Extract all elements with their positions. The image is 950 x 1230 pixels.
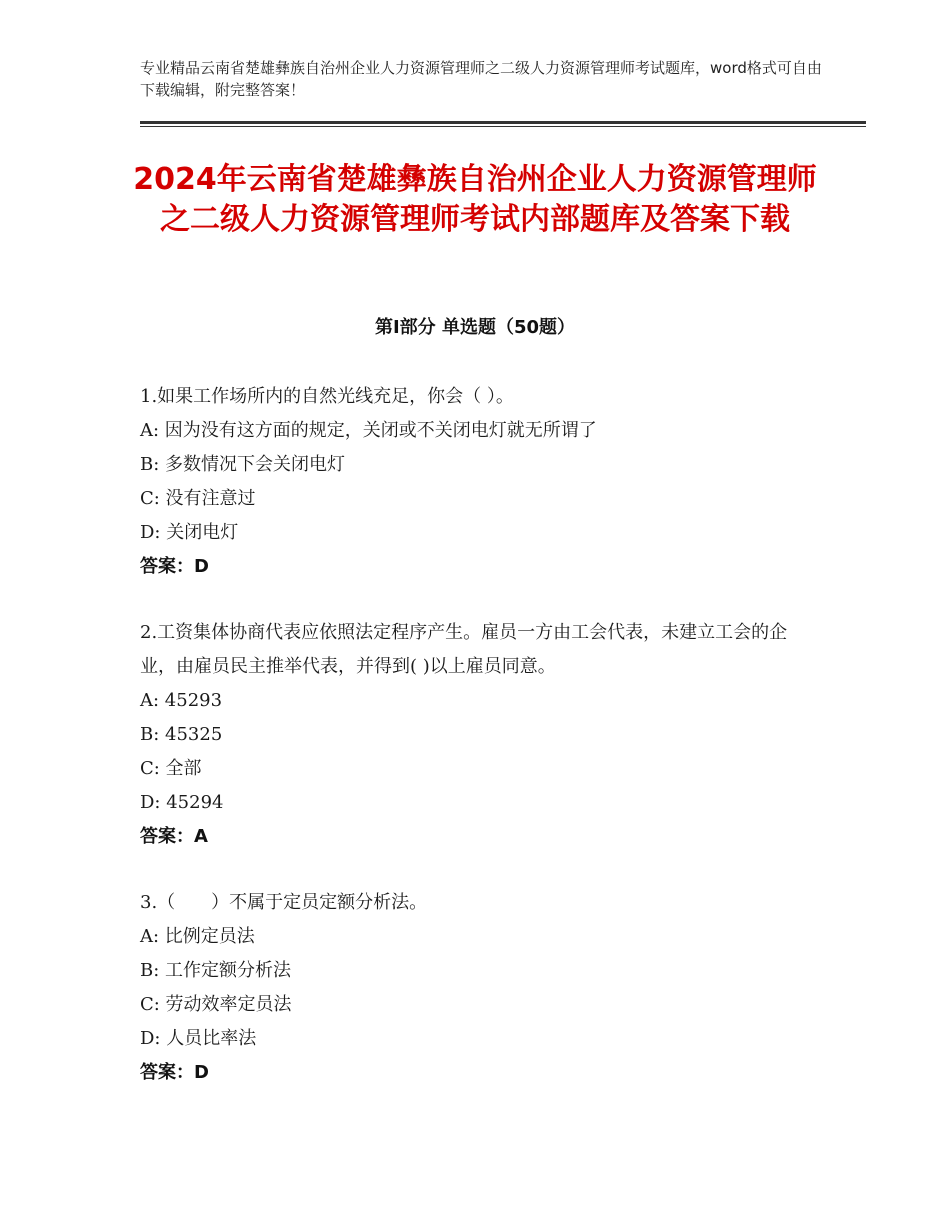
option-a: A: 比例定员法 [140, 926, 255, 947]
answer-label: 答案：A [140, 826, 208, 847]
section-heading: 第Ⅰ部分 单选题（50题） [374, 317, 575, 338]
option-b: B: 45325 [140, 724, 223, 745]
question-3 [140, 886, 820, 1090]
header-divider-thin [140, 126, 866, 127]
question-1 [140, 380, 820, 584]
option-a: A: 因为没有这方面的规定，关闭或不关闭电灯就无所谓了 [140, 420, 597, 441]
option-d: D: 人员比率法 [140, 1028, 257, 1049]
question-2 [140, 616, 820, 854]
option-c: C: 没有注意过 [140, 488, 256, 509]
option-a: A: 45293 [140, 690, 223, 711]
header-note: 专业精品云南省楚雄彝族自治州企业人力资源管理师之二级人力资源管理师考试题库，word格式可自由下载编辑，附完整答案！ [140, 59, 822, 99]
option-d: D: 45294 [140, 792, 224, 813]
question-stem: 3.（ ）不属于定员定额分析法。 [140, 892, 428, 913]
document-title: 2024年云南省楚雄彝族自治州企业人力资源管理师之二级人力资源管理师考试内部题库及答案下载 [133, 162, 817, 237]
option-b: B: 多数情况下会关闭电灯 [140, 454, 346, 475]
question-stem: 1.如果工作场所内的自然光线充足，你会（ ）。 [140, 386, 514, 407]
question-list [140, 380, 820, 1122]
option-d: D: 关闭电灯 [140, 522, 239, 543]
header-divider-thick [140, 121, 866, 124]
question-stem: 2.工资集体协商代表应依照法定程序产生。雇员一方由工会代表，未建立工会的企业，由雇员民主推举代表，并得到( )以上雇员同意。 [140, 622, 788, 677]
option-b: B: 工作定额分析法 [140, 960, 292, 981]
answer-label: 答案：D [140, 556, 209, 577]
option-c: C: 全部 [140, 758, 202, 779]
option-c: C: 劳动效率定员法 [140, 994, 292, 1015]
answer-label: 答案：D [140, 1062, 209, 1083]
